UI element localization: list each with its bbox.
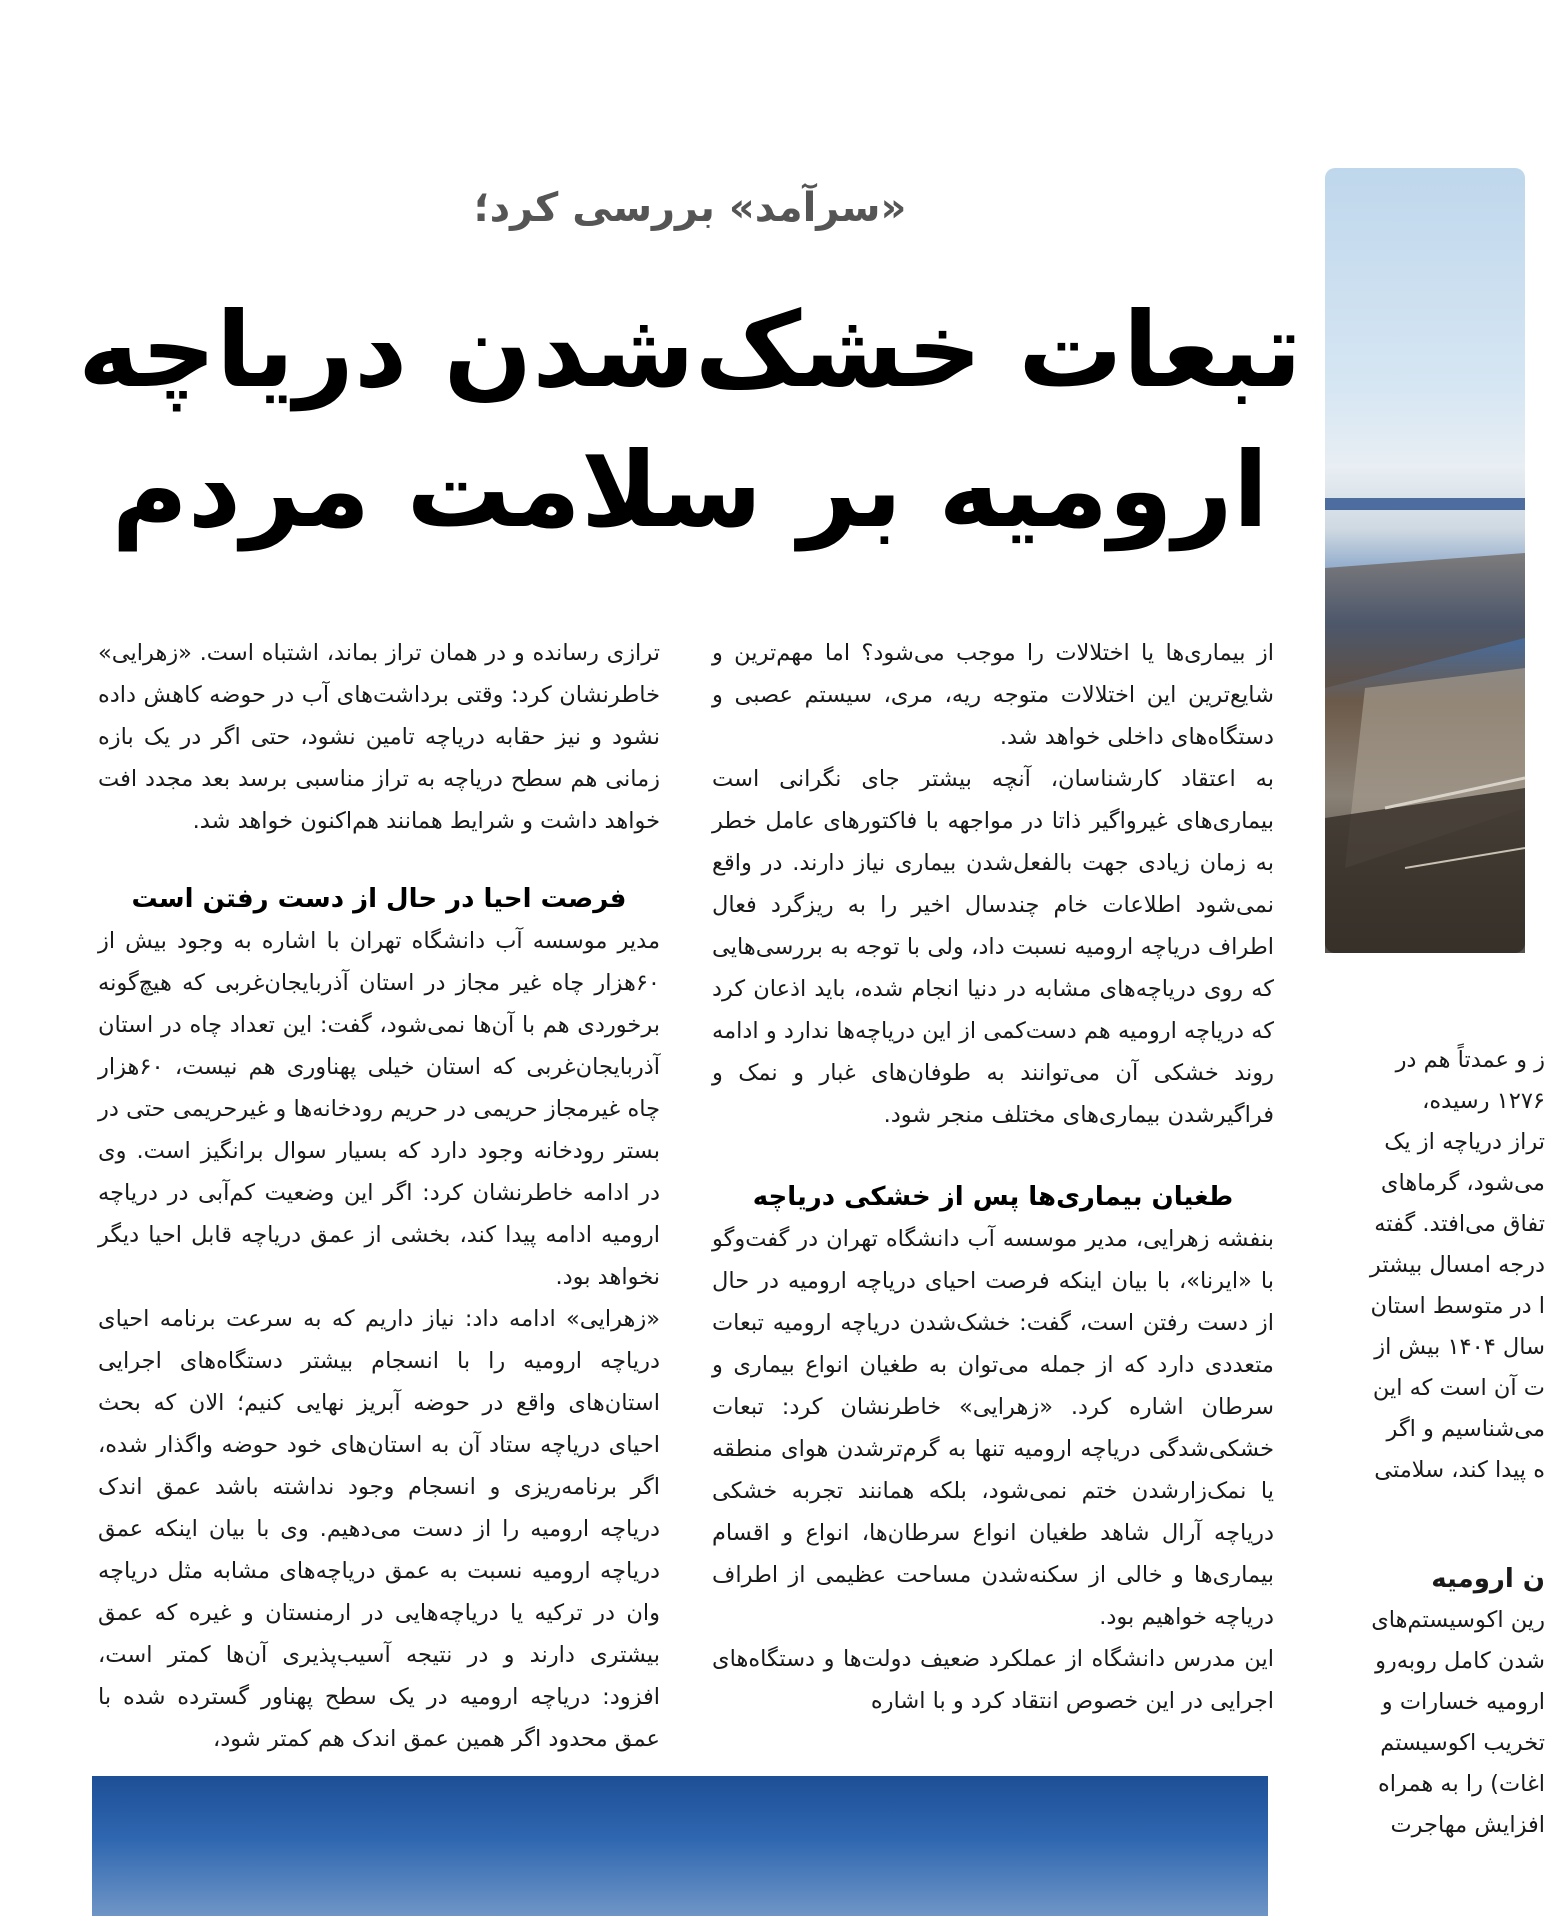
text-line: تراز دریاچه از یک <box>1384 1129 1545 1155</box>
section-heading: فرصت احیا در حال از دست رفتن است <box>131 884 627 914</box>
headline-line-2: ارومیه بر سلامت مردم <box>111 429 1269 551</box>
text-line: ز و عمدتاً هم در <box>1395 1047 1545 1073</box>
paragraph: «زهرایی» ادامه داد: نیاز داریم که به سرعت برنامه احیای دریاچه ارومیه را با انسجام بیشتر دستگاه‌های اجرایی استان‌های واقع در حوضه آبریز نهایی کنیم؛ الان که بحث احیای دریاچه ستاد آن به استان‌های خود حوضه واگذار شده، اگر برنامه‌ریزی و انسجام وجود نداشته باشد عمق اندک دریاچه ارومیه را از دست می‌دهیم. وی با بیان اینکه عمق دریاچه ارومیه نسبت به عمق دریاچه‌های مشابه مثل دریاچه وان در ترکیه یا دریاچه‌هایی در ارمنستان و غیره که عمق بیشتری دارند و در نتیجه آسیب‌پذیری آن‌ها کمتر است، افزود: دریاچه ارومیه در یک سطح پهناور گسترده شده با عمق محدود اگر همین عمق اندک هم کمتر شود، <box>98 1306 660 1752</box>
article-column-far-right <box>1325 1040 1545 1846</box>
text-line: می‌شود، گرماهای <box>1380 1170 1545 1196</box>
text-line: افزایش مهاجرت <box>1390 1812 1545 1838</box>
text-line: ۱۲۷۶ رسیده، <box>1422 1088 1545 1114</box>
text-line: رین اکوسیستم‌های <box>1371 1607 1545 1633</box>
article-column-right <box>712 632 1274 1722</box>
section-heading: طغیان بیماری‌ها پس از خشکی دریاچه <box>752 1182 1234 1212</box>
text-line: ارومیه خسارات و <box>1381 1689 1545 1715</box>
article-headline <box>60 280 1320 560</box>
paragraph: ترازی رسانده و در همان تراز بماند، اشتباه است. «زهرایی» خاطرنشان کرد: وقتی برداشت‌های آب در حوضه کاهش داده نشود و نیز حقابه دریاچه تامین نشود، حتی اگر در یک بازه زمانی هم سطح دریاچه به تراز مناسبی برسد بعد مجدد افت خواهد داشت و شرایط همانند هم‌اکنون خواهد شد. <box>98 640 660 834</box>
text-line: درجه امسال بیشتر <box>1369 1252 1545 1278</box>
article-column-left <box>98 632 660 1760</box>
paragraph: از بیماری‌ها یا اختلالات را موجب می‌شود؟ اما مهم‌ترین و شایع‌ترین این اختلالات متوجه ریه، مری، سیستم عصبی و دستگاه‌های داخلی خواهد شد. <box>712 640 1274 750</box>
text-line: تخریب اکوسیستم <box>1380 1730 1545 1756</box>
text-line: تفاق می‌افتد. گفته <box>1374 1211 1545 1237</box>
paragraph: مدیر موسسه آب دانشگاه تهران با اشاره به وجود بیش از ۶۰هزار چاه غیر مجاز در استان آذربایجان‌غربی که هیچ‌گونه برخوردی هم با آن‌ها نمی‌شود، گفت: این تعداد چاه در استان آذربایجان‌غربی که استان خیلی پهناوری هم نیست، ۶۰هزار چاه غیرمجاز حریمی در حریم رودخانه‌ها و غیرحریمی حتی در بستر رودخانه وجود دارد که بسیار سوال برانگیز است. وی در ادامه خاطرنشان کرد: اگر این وضعیت کم‌آبی در دریاچه ارومیه ادامه پیدا کند، بخشی از عمق دریاچه قابل احیا دیگر نخواهد بود. <box>98 928 660 1290</box>
text-line: ت آن است که این <box>1372 1375 1545 1401</box>
paragraph: بنفشه زهرایی، مدیر موسسه آب دانشگاه تهران در گفت‌وگو با «ایرنا»، با بیان اینکه فرصت احیای دریاچه ارومیه در حال از دست رفتن است، گفت: خشک‌شدن دریاچه ارومیه تبعات متعددی دارد که از جمله می‌توان به طغیان انواع بیماری و سرطان اشاره کرد. «زهرایی» خاطرنشان کرد: تبعات خشکی‌شدگی دریاچه ارومیه تنها به گرم‌ترشدن هوای منطقه یا نمک‌زارشدن ختم نمی‌شود، بلکه همانند تجربه خشکی دریاچه آرال شاهد طغیان انواع سرطان‌ها، انواع و اقسام بیماری‌ها و خالی از سکنه‌شدن مساحت عظیمی از اطراف دریاچه خواهیم بود. <box>712 1226 1274 1630</box>
text-line: می‌شناسیم و اگر <box>1386 1416 1545 1442</box>
text-line: شدن کامل روبه‌رو <box>1375 1648 1545 1674</box>
paragraph: این مدرس دانشگاه از عملکرد ضعیف دولت‌ها و دستگاه‌های اجرایی در این خصوص انتقاد کرد و با اشاره <box>712 1646 1274 1714</box>
lake-photo-illustration <box>1325 168 1525 953</box>
text-line: سال ۱۴۰۴ بیش از <box>1374 1334 1545 1360</box>
headline-line-1: تبعات خشک‌شدن دریاچه <box>78 289 1302 411</box>
text-line: اغات) را به همراه <box>1377 1771 1545 1797</box>
paragraph: به اعتقاد کارشناسان، آنچه بیشتر جای نگرانی است بیماری‌های غیرواگیر ذاتا در مواجهه با فاکتورهای عامل خطر به زمان زیادی جهت بالفعل‌شدن بیماری نیاز دارند. در واقع نمی‌شود اطلاعات خام چندسال اخیر را به ریزگرد فعال اطراف دریاچه ارومیه نسبت داد، ولی با توجه به بررسی‌هایی که روی دریاچه‌های مشابه در دنیا انجام شده، باید اذعان کرد که دریاچه ارومیه هم دست‌کمی از این دریاچه‌ها ندارد و ادامه روند خشکی آن می‌توانند به طوفان‌های غبار و نمک و فراگیرشدن بیماری‌های مختلف منجر شود. <box>712 766 1274 1128</box>
article-kicker: «سرآمد» بررسی کرد؛ <box>473 185 907 231</box>
sky-photo <box>92 1776 1268 1916</box>
text-line: ا در متوسط استان <box>1370 1293 1545 1319</box>
lake-photo <box>1325 168 1525 953</box>
section-heading: ن ارومیه <box>1431 1564 1545 1594</box>
text-line: ه پیدا کند، سلامتی <box>1374 1457 1545 1483</box>
